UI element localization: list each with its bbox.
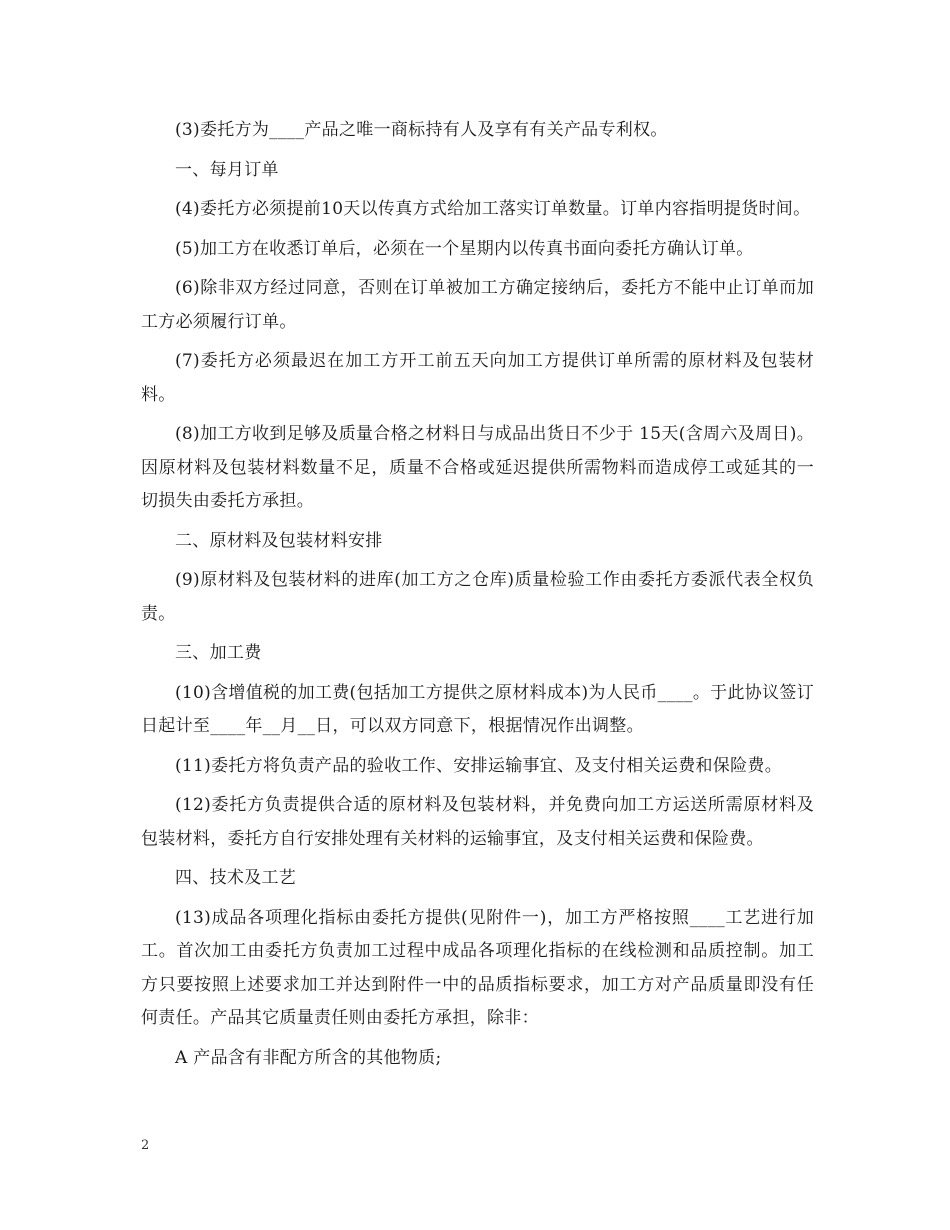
clause-8: (8)加工方收到足够及质量合格之材料日与成品出货日不少于 15天(含周六及周日)。因原材料及包装材料数量不足，质量不合格或延迟提供所需物料而造成停工或延其的一切损失由委托方承担。 bbox=[141, 424, 814, 511]
clause-6: (6)除非双方经过同意，否则在订单被加工方确定接纳后，委托方不能中止订单而加工方必须履行订单。 bbox=[141, 278, 814, 332]
section-heading-technology: 四、技术及工艺 bbox=[175, 868, 297, 888]
page-number: 2 bbox=[141, 1138, 150, 1153]
document-body bbox=[141, 114, 814, 1081]
clause-7: (7)委托方必须最迟在加工方开工前五天向加工方提供订单所需的原材料及包装材料。 bbox=[141, 351, 814, 405]
clause-4: (4)委托方必须提前10天以传真方式给加工落实订单数量。订单内容指明提货时间。 bbox=[175, 199, 811, 219]
clause-9: (9)原材料及包装材料的进库(加工方之仓库)质量检验工作由委托方委派代表全权负责。 bbox=[141, 570, 814, 624]
section-heading-monthly-orders: 一、每月订单 bbox=[175, 159, 279, 180]
clause-12: (12)委托方负责提供合适的原材料及包装材料，并免费向加工方运送所需原材料及包装材料，委托方自行安排处理有关材料的运输事宜，及支付相关运费和保险费。 bbox=[141, 795, 814, 849]
section-heading-processing-fee: 三、加工费 bbox=[175, 643, 262, 663]
section-heading-materials: 二、原材料及包装材料安排 bbox=[175, 530, 383, 551]
clause-11: (11)委托方将负责产品的验收工作、安排运输事宜、及支付相关运费和保险费。 bbox=[175, 755, 782, 776]
clause-13: (13)成品各项理化指标由委托方提供(见附件一)，加工方严格按照____工艺进行加工。首次加工由委托方负责加工过程中成品各项理化指标的在线检测和品质控制。加工方只要按照上述要求加工并达到附件一中的品质指标要求，加工方对产品质量即没有任何责任。产品其它质量责任则由委托方承担，除非： bbox=[141, 907, 814, 1028]
clause-3: (3)委托方为____产品之唯一商标持有人及享有有关产品专利权。 bbox=[175, 120, 668, 140]
clause-item-a: A 产品含有非配方所含的其他物质; bbox=[175, 1047, 442, 1068]
clause-5: (5)加工方在收悉订单后，必须在一个星期内以传真书面向委托方确认订单。 bbox=[175, 238, 754, 259]
clause-10: (10)含增值税的加工费(包括加工方提供之原材料成本)为人民币____。于此协议签订日起计至____年__月__日，可以双方同意下，根据情况作出调整。 bbox=[141, 682, 814, 736]
